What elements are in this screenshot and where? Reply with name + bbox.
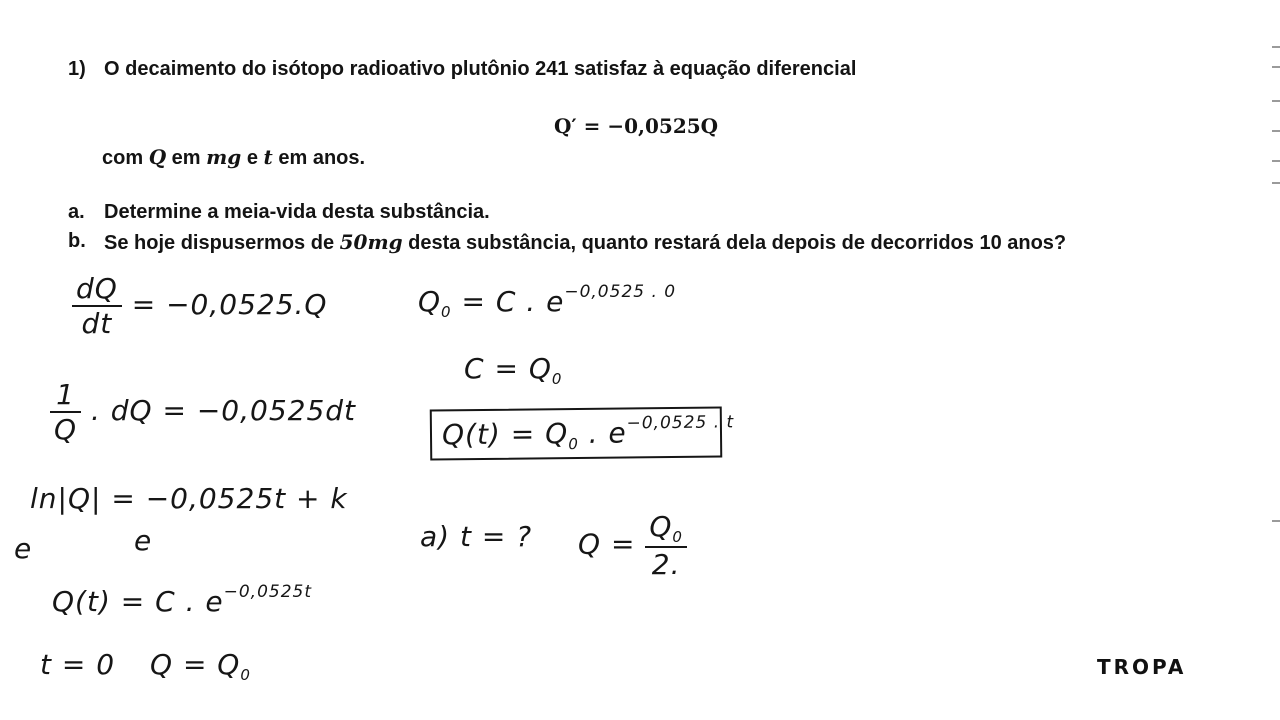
edge-mark-4 xyxy=(1272,130,1280,132)
differential-equation: Q′ = −0,0525Q xyxy=(554,114,719,138)
item-b-text-2: desta substância, quanto restará dela depois de decorridos 10 anos? xyxy=(402,232,1067,254)
hw-half-den: 2. xyxy=(651,548,681,581)
hw-one-over-q xyxy=(50,378,81,446)
tropa-logo: TROPA xyxy=(1097,655,1187,679)
edge-mark-2 xyxy=(1272,66,1280,68)
edge-mark-7 xyxy=(1272,520,1280,522)
hw-part-a: a) t = ? xyxy=(420,520,533,553)
hw-eq2-num: 1 xyxy=(50,378,81,413)
hw-eq4 xyxy=(52,582,312,618)
units-text-3: e xyxy=(241,147,264,169)
hw-frac-num: dQ xyxy=(72,272,122,307)
hw-eq7 xyxy=(464,352,562,388)
units-text-2: em xyxy=(166,147,207,169)
hw-eq6 xyxy=(418,282,676,321)
units-line xyxy=(102,145,365,170)
hw-eq2-rhs: . dQ = −0,0525dt xyxy=(90,394,357,427)
edge-mark-6 xyxy=(1272,182,1280,184)
hw-boxed-solution xyxy=(430,406,735,460)
item-b-label: b. xyxy=(68,230,86,252)
units-var-t: t xyxy=(263,145,273,169)
hw-half-num: $Q_0$ xyxy=(645,510,687,548)
hw-e-left: e xyxy=(14,532,33,565)
hw-e-mid: e xyxy=(134,524,153,557)
hw-boxed-exponent: −0,0525 . t xyxy=(626,412,735,434)
hw-eq5b-sub: 0 xyxy=(240,666,251,684)
hw-boxed-base: Q(t) = Q xyxy=(441,417,569,452)
hw-eq5a: t = 0 xyxy=(40,648,116,681)
hw-eq1-rhs: = −0,0525.Q xyxy=(131,288,328,321)
hw-eq3: ln|Q| = −0,0525t + k xyxy=(30,482,348,515)
hw-eq5b xyxy=(150,648,251,684)
hw-frac-den: dt xyxy=(81,307,113,340)
item-a-text: Determine a meia-vida desta substância. xyxy=(104,201,490,223)
units-text-4: em anos. xyxy=(272,147,366,169)
edge-mark-3 xyxy=(1272,100,1280,102)
units-var-q: Q xyxy=(148,145,167,169)
item-a-label: a. xyxy=(68,201,85,223)
units-var-mg: mg xyxy=(206,145,242,169)
edge-mark-5 xyxy=(1272,160,1280,162)
hw-eq4-base: Q(t) = C . e xyxy=(52,585,224,618)
edge-mark-1 xyxy=(1272,46,1280,48)
hw-dq-dt-fraction xyxy=(72,272,122,340)
units-text-1: com xyxy=(102,147,149,169)
hw-eq2-den: Q xyxy=(54,413,78,446)
hw-eq5b-main: Q = Q xyxy=(150,648,241,681)
hw-eq1 xyxy=(72,272,327,340)
hw-half-life xyxy=(578,510,687,581)
item-b-amount: 50mg xyxy=(339,230,403,254)
hw-eq4-exponent: −0,0525t xyxy=(223,582,313,602)
hw-eq7-main: C = Q xyxy=(464,352,552,385)
hw-eq7-sub: 0 xyxy=(551,370,563,388)
hw-q0-over-2 xyxy=(645,510,687,581)
hw-eq6-q: Q xyxy=(418,285,442,318)
hw-eq6-sub: 0 xyxy=(441,303,452,321)
hw-eq2 xyxy=(50,378,356,446)
question-number: 1) xyxy=(68,58,86,80)
question-statement: O decaimento do isótopo radioativo plutônio 241 satisfaz à equação diferencial xyxy=(104,58,857,80)
item-b-text-1: Se hoje dispusermos de xyxy=(104,232,340,254)
hw-half-lhs: Q = xyxy=(578,527,636,561)
item-b-text xyxy=(104,230,1066,255)
hw-boxed-sub: 0 xyxy=(568,434,579,454)
hw-boxed-mid: . e xyxy=(578,416,627,450)
hw-eq6-base: = C . e xyxy=(451,285,565,318)
hw-eq6-exponent: −0,0525 . 0 xyxy=(564,282,677,302)
